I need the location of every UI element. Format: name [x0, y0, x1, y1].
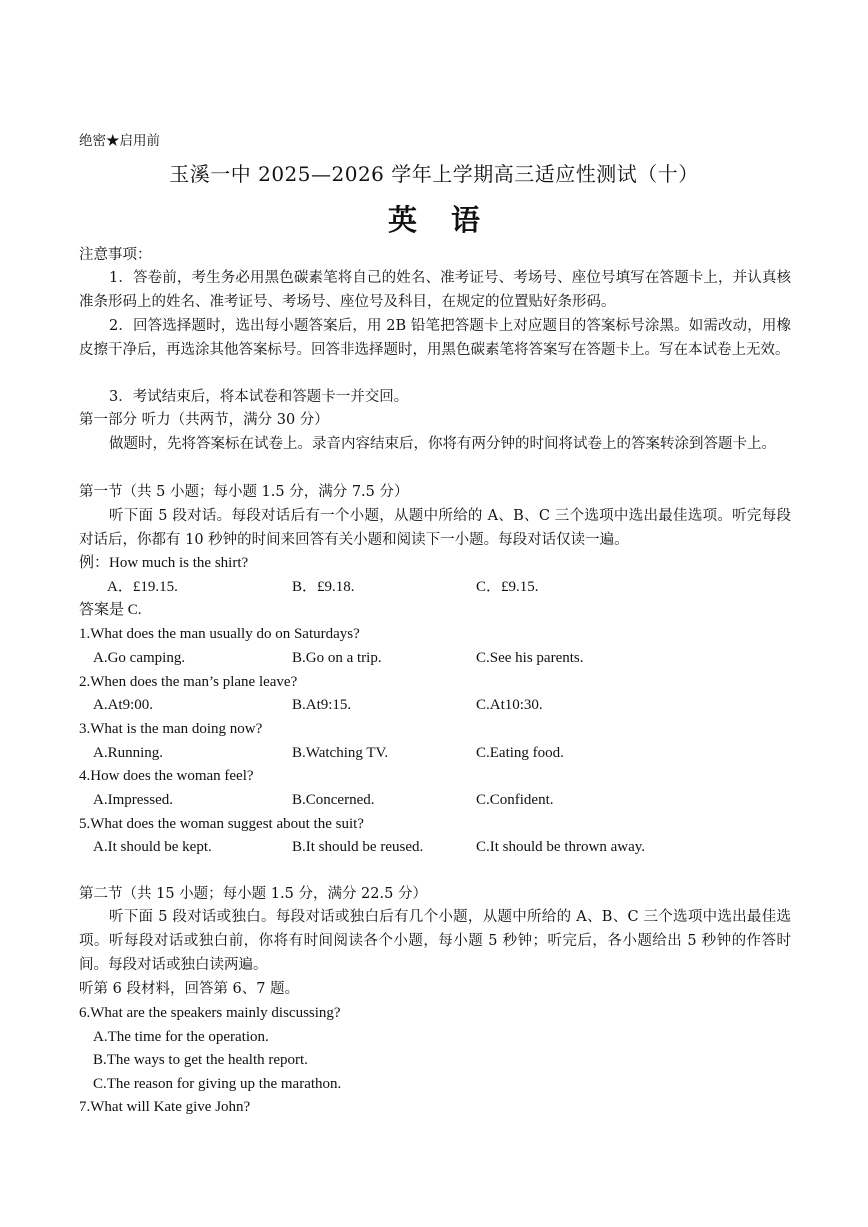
- question-2: 2.When does the man’s plane leave?: [79, 674, 298, 690]
- section1-heading: 第一节（共 5 小题；每小题 1.5 分，满分 7.5 分）: [79, 484, 409, 500]
- notice-item-1: 1．答卷前，考生务必用黑色碳素笔将自己的姓名、准考证号、考场号、座位号填写在答题卡上，并认真核准条形码上的姓名、准考证号、考场号、座位号及科目，在规定的位置贴好条形码。: [79, 270, 791, 310]
- part1-instruction: 做题时，先将答案标在试卷上。录音内容结束后，你将有两分钟的时间将试卷上的答案转涂到答题卡上。: [109, 436, 776, 452]
- q1-option-b: B.Go on a trip.: [292, 650, 382, 666]
- exam-title: 玉溪一中 2025—2026 学年上学期高三适应性测试（十）: [169, 162, 699, 186]
- q6-option-c: C.The reason for giving up the marathon.: [93, 1076, 342, 1092]
- q4-option-c: C.Confident.: [476, 792, 554, 808]
- q2-option-a: A.At9:00.: [93, 697, 153, 713]
- notice-heading: 注意事项：: [79, 247, 152, 263]
- q1-option-a: A.Go camping.: [93, 650, 186, 666]
- example-option-a: A．£19.15.: [107, 579, 178, 595]
- section1-instruction: 听下面 5 段对话。每段对话后有一个小题，从题中所给的 A、B、C 三个选项中选出最佳选项。听完每段对话后，你都有 10 秒钟的时间来回答有关小题和阅读下一小题。每段对话仅读一遍。: [79, 508, 791, 548]
- example-answer: 答案是 C.: [79, 602, 142, 618]
- example-option-c: C．£9.15.: [476, 579, 539, 595]
- notice-item-3: 3．考试结束后，将本试卷和答题卡一并交回。: [109, 389, 409, 405]
- q6-option-b: B.The ways to get the health report.: [93, 1052, 308, 1068]
- q5-option-a: A.It should be kept.: [93, 839, 212, 855]
- q2-option-b: B.At9:15.: [292, 697, 352, 713]
- q3-option-c: C.Eating food.: [476, 745, 564, 761]
- example-option-b: B．£9.18.: [292, 579, 355, 595]
- part1-heading: 第一部分 听力（共两节，满分 30 分）: [79, 412, 329, 428]
- section2-material: 听第 6 段材料，回答第 6、7 题。: [79, 981, 300, 997]
- q5-option-b: B.It should be reused.: [292, 839, 424, 855]
- section2-instruction: 听下面 5 段对话或独白。每段对话或独白后有几个小题，从题中所给的 A、B、C 三个选项中选出最佳选项。听每段对话或独白前，你将有时间阅读各个小题，每小题 5 秒钟；听完后，各小题给出 5 秒钟的作答时间。每段对话或独白读两遍。: [79, 909, 791, 973]
- q5-option-c: C.It should be thrown away.: [476, 839, 645, 855]
- question-6: 6.What are the speakers mainly discussing?: [79, 1005, 341, 1021]
- subject-title: 英语: [387, 203, 514, 237]
- q4-option-b: B.Concerned.: [292, 792, 375, 808]
- question-1: 1.What does the man usually do on Saturdays?: [79, 626, 360, 642]
- question-5: 5.What does the woman suggest about the suit?: [79, 816, 364, 832]
- section2-heading: 第二节（共 15 小题；每小题 1.5 分，满分 22.5 分）: [79, 886, 427, 902]
- question-7: 7.What will Kate give John?: [79, 1099, 251, 1115]
- confidential-mark: 绝密★启用前: [79, 133, 160, 149]
- q3-option-b: B.Watching TV.: [292, 745, 389, 761]
- q3-option-a: A.Running.: [93, 745, 164, 761]
- notice-item-2: 2．回答选择题时，选出每小题答案后，用 2B 铅笔把答题卡上对应题目的答案标号涂黑。如需改动，用橡皮擦干净后，再选涂其他答案标号。回答非选择题时，用黑色碳素笔将答案写在答题卡上。写在本试卷上无效。: [79, 318, 791, 358]
- q2-option-c: C.At10:30.: [476, 697, 543, 713]
- q4-option-a: A.Impressed.: [93, 792, 173, 808]
- question-3: 3.What is the man doing now?: [79, 721, 263, 737]
- example-question: 例：How much is the shirt?: [79, 555, 249, 571]
- question-4: 4.How does the woman feel?: [79, 768, 254, 784]
- q6-option-a: A.The time for the operation.: [93, 1029, 269, 1045]
- q1-option-c: C.See his parents.: [476, 650, 584, 666]
